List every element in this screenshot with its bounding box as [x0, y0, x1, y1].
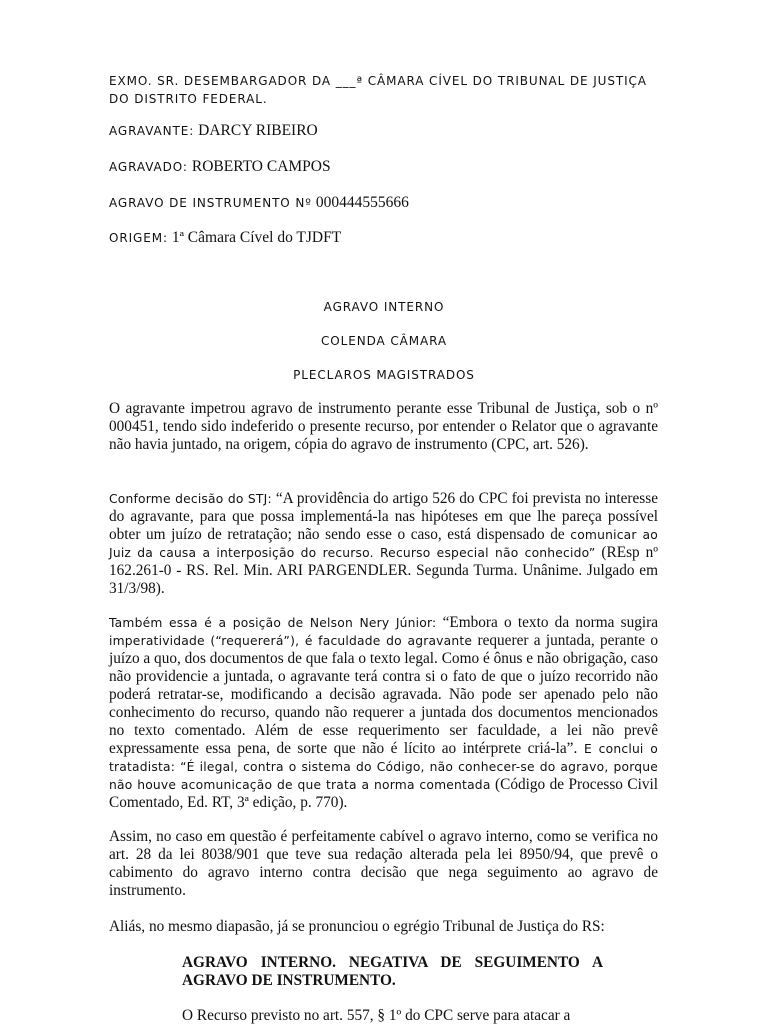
origem-line: [109, 229, 341, 247]
title-colenda-camara: COLENDA CÂMARA: [321, 334, 447, 348]
paragraph-3-quote-start: “Embora o texto da norma sugira: [436, 614, 658, 631]
paragraph-4: Assim, no caso em questão é perfeitamente cabível o agravo interno, como se verifica no art. 28 da lei 8038/901 que teve sua redação alterada pela lei 8950/94, que prevê o cabimento do agravo interno contra decisão que nega seguimento ao agravo de instrumento.: [109, 828, 658, 899]
addressee: EXMO. SR. DESEMBARGADOR DA ___ª CÂMARA CÍVEL DO TRIBUNAL DE JUSTIÇA DO DISTRITO FEDERAL.: [109, 74, 647, 106]
agravado-value: ROBERTO CAMPOS: [191, 158, 331, 175]
paragraph-3-quote-body: requerer a juntada, perante o juízo a quo, dos documentos de que fala o texto legal. Como é ônus e não obrigação, caso não providencie a juntada, o agravante terá contra si o fato de que o juízo recorrido não poderá retratar-se, modificando a decisão agravada. Não pode ser apenado pelo não conhecimento do recurso, quando não requerer a juntada dos documentos mencionados no texto comentado. Além de esse requerimento ser faculdade, a lei não prevê expressamente essa pena, de sorte que não é lícito ao intérprete criá-la”.: [109, 632, 658, 757]
paragraph-2-quote-end: comunicar ao Juiz da causa a interposição do recurso. Recurso especial não conhecido”: [109, 528, 658, 560]
paragraph-2: [109, 490, 658, 598]
ementa-body: O Recurso previsto no art. 557, § 1º do CPC serve para atacar a: [182, 1007, 571, 1024]
agravante-line: [109, 122, 318, 140]
paragraph-2-intro: Conforme decisão do STJ:: [109, 492, 272, 506]
title-magistrados: PLECLAROS MAGISTRADOS: [293, 368, 475, 382]
paragraph-3-citation: (Código de Processo Civil Comentado, Ed. RT, 3ª edição, p. 770).: [109, 776, 658, 811]
origem-value: 1ª Câmara Cível do TJDFT: [171, 229, 342, 246]
agravado-label: AGRAVADO:: [109, 160, 188, 174]
agravado-line: [109, 158, 331, 176]
origem-label: ORIGEM:: [109, 231, 168, 245]
agravante-value: DARCY RIBEIRO: [198, 122, 318, 139]
paragraph-3: [109, 614, 658, 812]
agravo-line: [109, 194, 409, 212]
paragraph-2-quote: “A providência do artigo 526 do CPC foi prevista no interesse do agravante, para que possa implementá-la nas hipóteses em que lhe pareça possível obter um juízo de retratação; não sendo esse o caso, está dispensado de: [109, 490, 658, 543]
agravo-label: AGRAVO DE INSTRUMENTO Nº: [109, 196, 312, 210]
paragraph-3-conclusion: E conclui o tratadista: “É ilegal, contra o sistema do Código, não conhecer-se do agravo, porque não houve acomunicação de que trata a norma comentada: [109, 742, 658, 792]
paragraph-2-citation: (REsp nº 162.261-0 - RS. Rel. Min. ARI PARGENDLER. Segunda Turma. Unânime. Julgado em 31/3/98).: [109, 544, 658, 597]
paragraph-3-intro: Também essa é a posição de Nelson Nery Júnior:: [109, 616, 437, 630]
paragraph-5: Aliás, no mesmo diapasão, já se pronunciou o egrégio Tribunal de Justiça do RS:: [109, 918, 605, 935]
paragraph-1: O agravante impetrou agravo de instrumento perante esse Tribunal de Justiça, sob o nº 000451, tendo sido indeferido o presente recurso, por entender o Relator que o agravante não havia juntado, na origem, cópia do agravo de instrumento (CPC, art. 526).: [109, 400, 658, 453]
agravante-label: AGRAVANTE:: [109, 124, 195, 138]
agravo-value: 000444555666: [315, 194, 409, 211]
paragraph-3-quote-mid: imperatividade (“requererá”), é faculdade do agravante: [109, 634, 473, 648]
title-agravo-interno: AGRAVO INTERNO: [323, 300, 445, 314]
ementa-heading: AGRAVO INTERNO. NEGATIVA DE SEGUIMENTO A AGRAVO DE INSTRUMENTO.: [182, 954, 603, 989]
